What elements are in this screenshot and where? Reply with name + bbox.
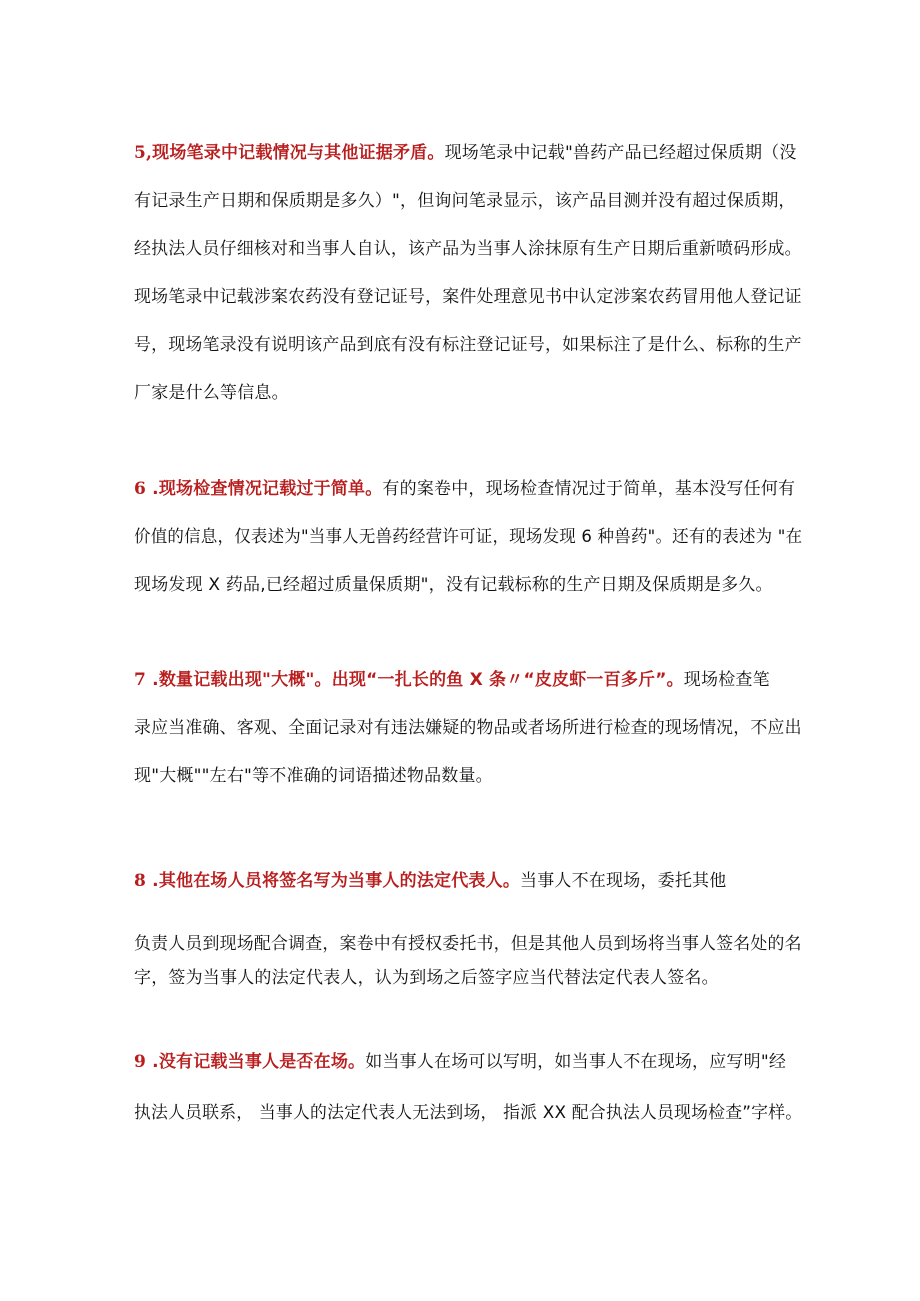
item-6-line-3: 现场发现 X 药品,已经超过质量保质期"，没有记载标称的生产日期及保质期是多久。 xyxy=(134,575,773,595)
item-7-line-1 xyxy=(134,668,770,692)
item-7-line-3: 现"大概""左右"等不准确的词语描述物品数量。 xyxy=(134,766,493,786)
item-8-line-3: 字，签为当事人的法定代表人，认为到场之后签字应当代替法定代表人签名。 xyxy=(134,968,719,988)
item-6-line-1 xyxy=(134,477,795,501)
item-5-line-2: 有记录生产日期和保质期是多久）"，但询问笔录显示，该产品目测并没有超过保质期， xyxy=(134,191,796,211)
item-9-line-1 xyxy=(134,1050,786,1074)
item-7-text: 现场检查笔 xyxy=(683,670,770,690)
item-5-text: 现场笔录中记载"兽药产品已经超过保质期（没 xyxy=(444,143,797,163)
item-5-line-6: 厂家是什么等信息。 xyxy=(134,383,289,403)
item-9-heading: 9 .没有记载当事人是否在场。 xyxy=(134,1052,366,1072)
item-7-line-2: 录应当准确、客观、全面记录对有违法嫌疑的物品或者场所进行检查的现场情况，不应出 xyxy=(134,718,802,738)
item-8-heading: 8 .其他在场人员将签名写为当事人的法定代表人。 xyxy=(134,871,521,891)
item-6-text: 有的案卷中，现场检查情况过于简单，基本没写任何有 xyxy=(382,479,796,499)
item-8-text: 当事人不在现场，委托其他 xyxy=(520,871,727,891)
item-9-line-2: 执法人员联系， 当事人的法定代表人无法到场， 指派 XX 配合执法人员现场检查”字样。 xyxy=(134,1103,803,1123)
item-6-line-2: 价值的信息，仅表述为"当事人无兽药经营许可证，现场发现 6 种兽药"。还有的表述为 "在 xyxy=(134,527,803,547)
item-8-line-1 xyxy=(134,869,726,893)
item-5-line-1 xyxy=(134,141,797,165)
item-5-line-5: 号，现场笔录没有说明该产品到底有没有标注登记证号，如果标注了是什么、标称的生产 xyxy=(134,335,802,355)
item-5-heading: 5,现场笔录中记载情况与其他证据矛盾。 xyxy=(134,143,445,163)
item-9-text: 如当事人在场可以写明，如当事人不在现场，应写明"经 xyxy=(365,1052,787,1072)
item-5-line-3: 经执法人员仔细核对和当事人自认，该产品为当事人涂抹原有生产日期后重新喷码形成。 xyxy=(134,239,802,259)
item-7-heading: 7 .数量记载出现"大概"。出现“一扎长的鱼 X 条〃“皮皮虾一百多斤”。 xyxy=(134,670,684,690)
item-6-heading: 6 .现场检查情况记载过于简单。 xyxy=(134,479,383,499)
item-8-line-2: 负责人员到现场配合调查，案卷中有授权委托书，但是其他人员到场将当事人签名处的名 xyxy=(134,934,802,954)
item-5-line-4: 现场笔录中记载涉案农药没有登记证号，案件处理意见书中认定涉案农药冒用他人登记证 xyxy=(134,287,802,307)
